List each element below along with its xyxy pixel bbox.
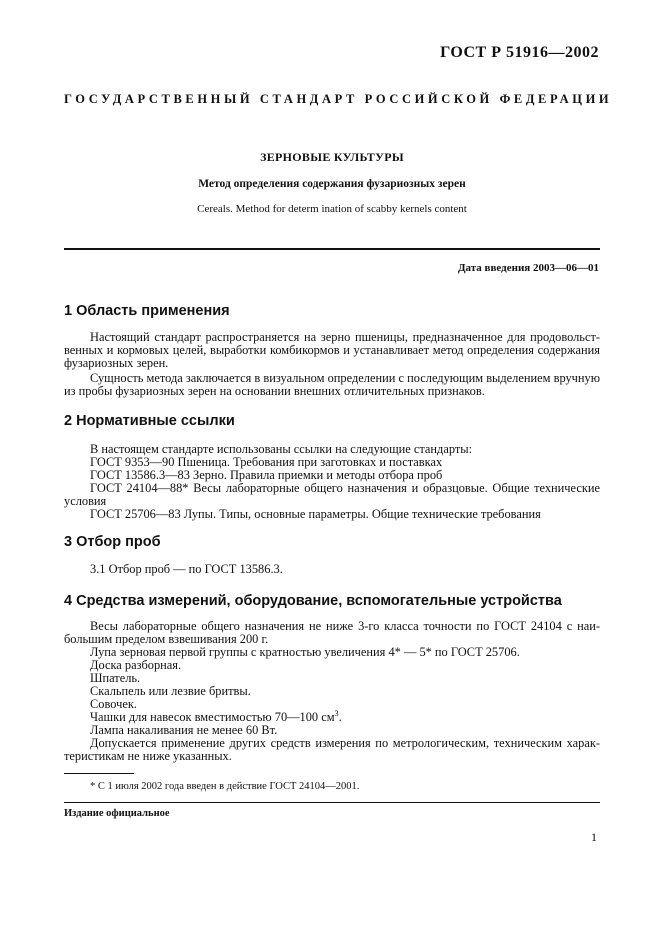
text-line: 3.1 Отбор проб — по ГОСТ 13586.3. (90, 562, 283, 576)
equipment-item: Лупа зерновая первой группы с кратностью увеличения 4* — 5* по ГОСТ 25706. (90, 645, 520, 659)
text-line: Настоящий стандарт распространяется на зерно пшеницы, предназначенное для продовольст- (90, 330, 600, 344)
text-line: венных и кормовых целей, выработки комбикормов и устанавливает метод определения содержания (64, 343, 600, 357)
footnote-divider (64, 773, 134, 774)
english-title: Cereals. Method for determ ination of scabby kernels content (197, 203, 467, 215)
equipment-item: Доска разборная. (90, 658, 182, 672)
text-line: В настоящем стандарте использованы ссылки на следующие стандарты: (90, 442, 473, 456)
section-1-paragraph-1 (64, 331, 600, 370)
section-4-heading: 4 Средства измерений, оборудование, вспомогательные устройства (64, 593, 562, 609)
section-4-body (64, 620, 600, 763)
introduction-date: Дата введения 2003—06—01 (457, 262, 599, 274)
standard-subtitle: Метод определения содержания фузариозных зерен (198, 178, 466, 190)
section-3-heading: 3 Отбор проб (64, 534, 161, 550)
reference-item: ГОСТ 25706—83 Лупы. Типы, основные параметры. Общие технические требования (90, 507, 541, 521)
section-1-paragraph-2 (64, 372, 600, 398)
section-3-body (64, 563, 600, 576)
footnote: * С 1 июля 2002 года введен в действие ГОСТ 24104—2001. (90, 781, 360, 792)
text-line: Весы лабораторные общего назначения не ниже 3-го класса точности по ГОСТ 24104 с наи- (90, 619, 600, 633)
equipment-item: Шпатель. (90, 671, 141, 685)
footer-divider (64, 802, 600, 803)
document-number: ГОСТ Р 51916—2002 (440, 44, 599, 61)
page-number: 1 (591, 830, 597, 844)
text-line: большим пределом взвешивания 200 г. (64, 632, 269, 646)
equipment-item: Совочек. (90, 697, 137, 711)
reference-item: ГОСТ 9353—90 Пшеница. Требования при заготовках и поставках (90, 455, 443, 469)
section-2-body (64, 443, 600, 521)
cup-text-tail: . (338, 710, 342, 724)
text-line: условия (64, 494, 107, 508)
text-line: Допускается применение других средств измерения по метрологическим, техническим харак- (90, 736, 600, 750)
equipment-item: Лампа накаливания не менее 60 Вт. (90, 723, 278, 737)
cup-text: Чашки для навесок вместимостью 70—100 см (90, 710, 335, 724)
edition-label: Издание официальное (64, 808, 170, 819)
section-1-heading: 1 Область применения (64, 303, 230, 319)
title-divider (64, 248, 600, 250)
reference-item: ГОСТ 13586.3—83 Зерно. Правила приемки и методы отбора проб (90, 468, 443, 482)
reference-item: ГОСТ 24104—88* Весы лабораторные общего назначения и образцовые. Общие технические (90, 481, 600, 495)
organization-title: ГОСУДАРСТВЕННЫЙ СТАНДАРТ РОССИЙСКОЙ ФЕДЕРАЦИИ (64, 92, 613, 106)
standard-title: ЗЕРНОВЫЕ КУЛЬТУРЫ (260, 150, 404, 164)
cubic-superscript: 3 (334, 708, 339, 718)
text-line: Сущность метода заключается в визуальном определении с последующим выделением вручную (90, 371, 600, 385)
text-line: фузариозных зерен. (64, 356, 169, 370)
equipment-item: Скальпель или лезвие бритвы. (90, 684, 251, 698)
section-2-heading: 2 Нормативные ссылки (64, 413, 235, 429)
text-line: теристикам не ниже указанных. (64, 749, 232, 763)
text-line: из пробы фузариозных зерен на основании внешних отличительных признаков. (64, 384, 485, 398)
